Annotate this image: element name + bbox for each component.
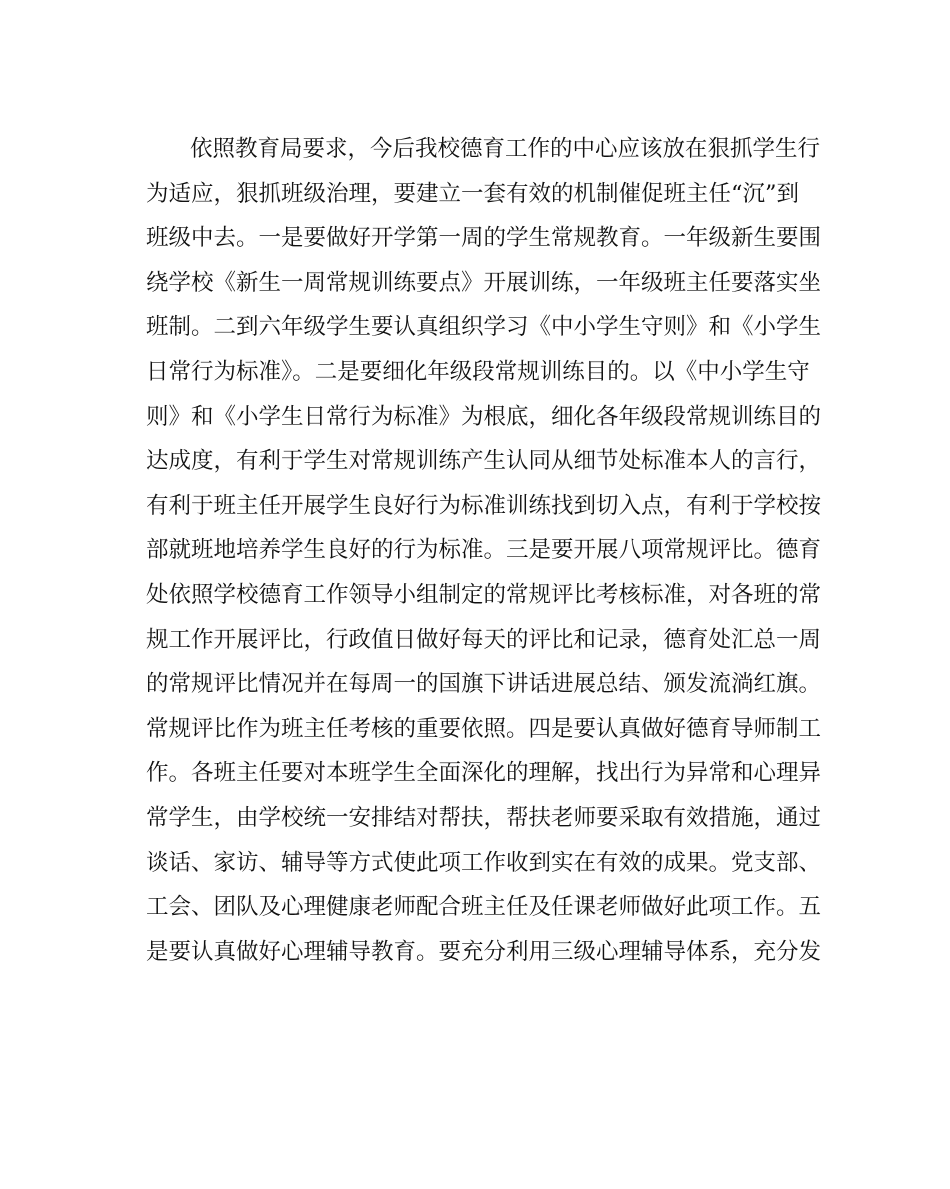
text-line: 工会、团队及心理健康老师配合班主任及任课老师做好此项工作。五 (146, 894, 822, 921)
text-line: 谈话、家访、辅导等方式使此项工作收到实在有效的成果。党支部、 (146, 849, 822, 876)
text-line: 绕学校《新生一周常规训练要点》开展训练，一年级班主任要落实坐 (146, 269, 822, 296)
text-line: 部就班地培养学生良好的行为标准。三是要开展八项常规评比。德育 (146, 537, 822, 564)
text-line: 的常规评比情况并在每周一的国旗下讲话进展总结、颁发流淌红旗。 (146, 671, 822, 698)
text-line: 依照教育局要求，今后我校德育工作的中心应该放在狠抓学生行 (190, 136, 821, 162)
text-line: 规工作开展评比，行政值日做好每天的评比和记录，德育处汇总一周 (146, 626, 822, 653)
text-line: 为适应，狠抓班级治理，要建立一套有效的机制催促班主任“沉”到 (146, 180, 800, 207)
text-line: 是要认真做好心理辅导教育。要充分利用三级心理辅导体系，充分发 (146, 938, 822, 965)
text-line: 处依照学校德育工作领导小组制定的常规评比考核标准，对各班的常 (146, 581, 822, 608)
text-line: 班级中去。一是要做好开学第一周的学生常规教育。一年级新生要围 (146, 225, 822, 252)
text-line: 日常行为标准》。二是要细化年级段常规训练目的。以《中小学生守 (146, 358, 810, 385)
text-line: 常规评比作为班主任考核的重要依照。四是要认真做好德育导师制工 (146, 715, 822, 742)
body-paragraph (146, 127, 822, 974)
text-line: 班制。二到六年级学生要认真组织学习《中小学生守则》和《小学生 (146, 314, 822, 341)
text-line: 则》和《小学生日常行为标准》为根底，细化各年级段常规训练目的 (146, 403, 822, 430)
text-line: 达成度，有利于学生对常规训练产生认同从细节处标准本人的言行， (146, 448, 822, 475)
text-line: 作。各班主任要对本班学生全面深化的理解，找出行为异常和心理异 (146, 760, 822, 787)
text-line: 有利于班主任开展学生良好行为标准训练找到切入点，有利于学校按 (146, 492, 822, 519)
text-line: 常学生，由学校统一安排结对帮扶，帮扶老师要采取有效措施，通过 (146, 804, 822, 831)
